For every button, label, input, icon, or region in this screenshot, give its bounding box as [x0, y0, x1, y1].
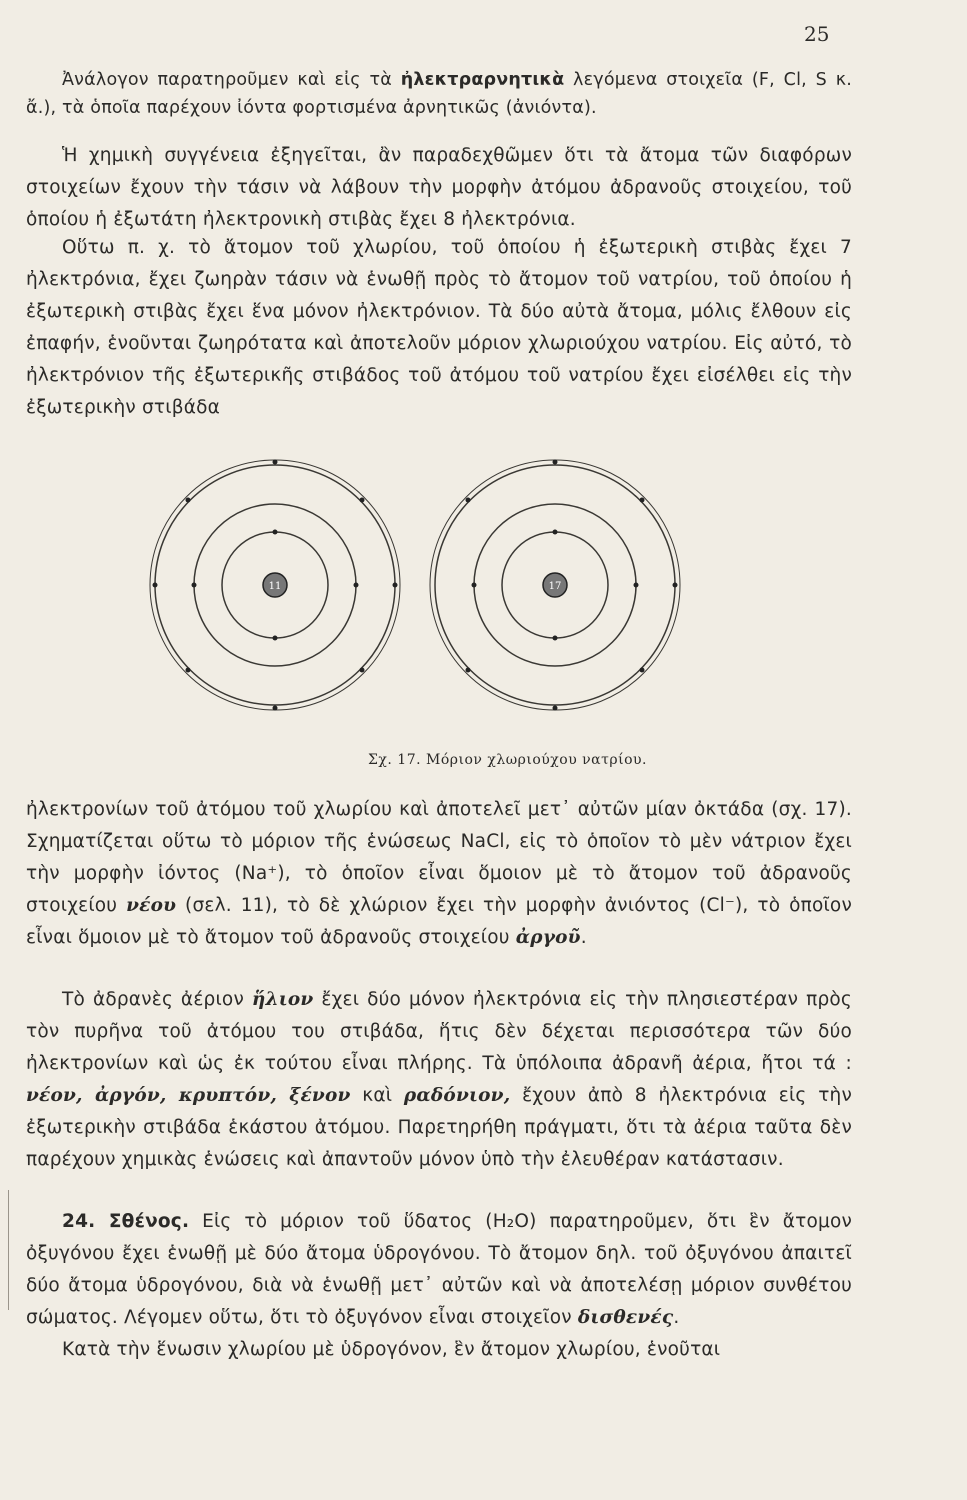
electron	[640, 498, 645, 503]
p5-text-d: ἔχουν ἀπὸ 8 ἠλεκτρόνια εἰς τὴν ἐξωτερικὴν στιβάδα ἑκάστου ἀτόμου. Παρετηρήθη πράγματι, ὅτι τὰ ἀέρια ταῦτα δὲν παρέχουν χημικὰς ἑνώσεις καὶ ἀπαντοῦν μόνον ὑπὸ τὴν ἐλευθέραν κατάστασιν.	[26, 1085, 852, 1170]
electron	[360, 668, 365, 673]
electron	[393, 583, 398, 588]
electron	[153, 583, 158, 588]
electron	[354, 583, 359, 588]
electron	[192, 583, 197, 588]
p6-text-a: Εἰς τὸ μόριον τοῦ ὕδατος (H₂O) παρατηροῦμεν, ὅτι ἓν ἄτομον ὀξυγόνου ἔχει ἑνωθῇ μὲ δύο ἄτομα ὑδρογόνου. Τὸ ἄτομον δηλ. τοῦ ὀξυγόνου ἀπαιτεῖ δύο ἄτομα ὑδρογόνου, διὰ νὰ ἑνωθῇ μετ᾽ αὐτῶν καὶ νὰ ἀποτελέσῃ μόριον συνθέτου σώματος. Λέγομεν οὕτω, ὅτι τὸ ὀξυγόνον εἶναι στοιχεῖον	[26, 1211, 852, 1328]
p3-text: Οὕτω π. χ. τὸ ἄτομον τοῦ χλωρίου, τοῦ ὁποίου ἡ ἐξωτερικὴ στιβὰς ἔχει 7 ἠλεκτρόνια, ἔχει ζωηρὰν τάσιν νὰ ἑνωθῇ πρὸς τὸ ἄτομον τοῦ νατρίου, τοῦ ὁποίου ἡ ἐξωτερικὴ στιβὰς ἔχει ἕνα μόνον ἠλεκτρόνιον. Τὰ δύο αὐτὰ ἄτομα, μόλις ἔλθουν εἰς ἐπαφήν, ἑνοῦνται ζωηρότατα καὶ ἀποτελοῦν μόριον χλωριούχου νατρίου. Εἰς αὐτό, τὸ ἠλεκτρόνιον τῆς ἐξωτερικῆς στιβάδος τοῦ ἀτόμου τοῦ νατρίου ἔχει εἰσέλθει εἰς τὴν ἐξωτερικὴν στιβάδα	[26, 237, 852, 418]
p4-text-c: .	[580, 927, 587, 948]
p1-text-a: Ἀνάλογον παρατηροῦμεν καὶ εἰς τὰ	[62, 70, 401, 90]
figure-nacl-molecule	[140, 440, 720, 740]
electron	[640, 668, 645, 673]
electron	[472, 583, 477, 588]
right-nucleus-label: 17	[548, 581, 562, 592]
left-nucleus-label: 11	[268, 581, 282, 592]
electron	[634, 583, 639, 588]
electron	[466, 668, 471, 673]
figure-caption: Σχ. 17. Μόριον χλωριούχου νατρίου.	[368, 752, 647, 768]
p5-term-helium: ἥλιον	[251, 989, 314, 1010]
section-valence	[26, 1206, 852, 1366]
p5-term-radon: ραδόνιον,	[403, 1085, 511, 1106]
p5-text-a: Τὸ ἀδρανὲς ἀέριον	[62, 989, 252, 1010]
electron	[466, 498, 471, 503]
p5-term-gases: νέον, ἀργόν, κρυπτόν, ξένον	[26, 1085, 351, 1106]
section-heading: 24. Σθένος.	[62, 1211, 190, 1232]
electron	[553, 530, 558, 535]
p4-term-neon: νέου	[126, 895, 177, 916]
p6-text-b: .	[673, 1307, 680, 1328]
electron	[273, 706, 278, 711]
electron	[673, 583, 678, 588]
electron	[553, 636, 558, 641]
p1-bold-term: ἠλεκτραρνητικὰ	[400, 70, 565, 90]
electron	[360, 498, 365, 503]
electron	[273, 636, 278, 641]
page-number: 25	[804, 22, 830, 46]
p4-text-a: ἠλεκτρονίων τοῦ ἀτόμου τοῦ χλωρίου καὶ ἀποτελεῖ μετ᾽ αὐτῶν μίαν ὀκτάδα (σχ. 17). Σχηματίζεται οὕτω τὸ μόριον τῆς ἑνώσεως NaCl, εἰς τὸ ὁποῖον τὸ μὲν νάτριον ἔχει τὴν μορφὴν ἰόντος (Na⁺), τὸ ὁποῖον εἶναι ὅμοιον μὲ τὸ ἄτομον τοῦ ἀδρανοῦς στοιχείου	[26, 799, 852, 916]
p4-term-argon: ἀργοῦ	[515, 927, 581, 948]
p2-text: Ἡ χημικὴ συγγένεια ἐξηγεῖται, ἂν παραδεχθῶμεν ὅτι τὰ ἄτομα τῶν διαφόρων στοιχείων ἔχουν τὴν τάσιν νὰ λάβουν τὴν μορφὴν ἀτόμου ἀδρανοῦς στοιχείου, τοῦ ὁποίου ἡ ἐξωτάτη ἠλεκτρονικὴ στιβὰς ἔχει 8 ἠλεκτρόνια.	[26, 145, 852, 230]
margin-line	[8, 1190, 9, 1310]
electron	[273, 530, 278, 535]
p6-term-divalent: δισθενές	[577, 1307, 674, 1328]
electron	[186, 668, 191, 673]
electron	[186, 498, 191, 503]
p1-text-b: λεγόμενα στοιχεῖα (F, Cl, S κ. ἄ.), τὰ ὁποῖα παρέχουν ἰόντα φορτισμένα ἀρνητικῶς (ἀνιόντα).	[26, 70, 852, 118]
electron	[273, 460, 278, 465]
p5-text-b: ἔχει δύο μόνον ἠλεκτρόνια εἰς τὴν πλησιεστέραν πρὸς τὸν πυρῆνα τοῦ ἀτόμου του στιβάδα, ἥτις δὲν δέχεται περισσότερα τῶν δύο ἠλεκτρονίων καὶ ὡς ἐκ τούτου εἶναι πλήρης. Τὰ ὑπόλοιπα ἀδρανῆ ἀέρια, ἤτοι τά :	[26, 989, 852, 1074]
paragraph-noble-gases	[26, 984, 852, 1176]
paragraph-chemical-affinity	[26, 140, 852, 236]
atom-diagram	[140, 440, 720, 740]
paragraph-octet	[26, 794, 852, 954]
electron	[553, 460, 558, 465]
p6-text-c: Κατὰ τὴν ἕνωσιν χλωρίου μὲ ὑδρογόνον, ἓν ἄτομον χλωρίου, ἑνοῦται	[62, 1339, 721, 1360]
paragraph-electronegative	[26, 66, 852, 122]
paragraph-chlorine-example	[26, 232, 852, 424]
p5-text-c: καὶ	[350, 1085, 404, 1106]
p4-text-b: (σελ. 11), τὸ δὲ χλώριον ἔχει τὴν μορφὴν ἀνιόντος (Cl⁻), τὸ ὁποῖον εἶναι ὅμοιον μὲ τὸ ἄτομον τοῦ ἀδρανοῦς στοιχείου	[26, 895, 852, 948]
electron	[553, 706, 558, 711]
